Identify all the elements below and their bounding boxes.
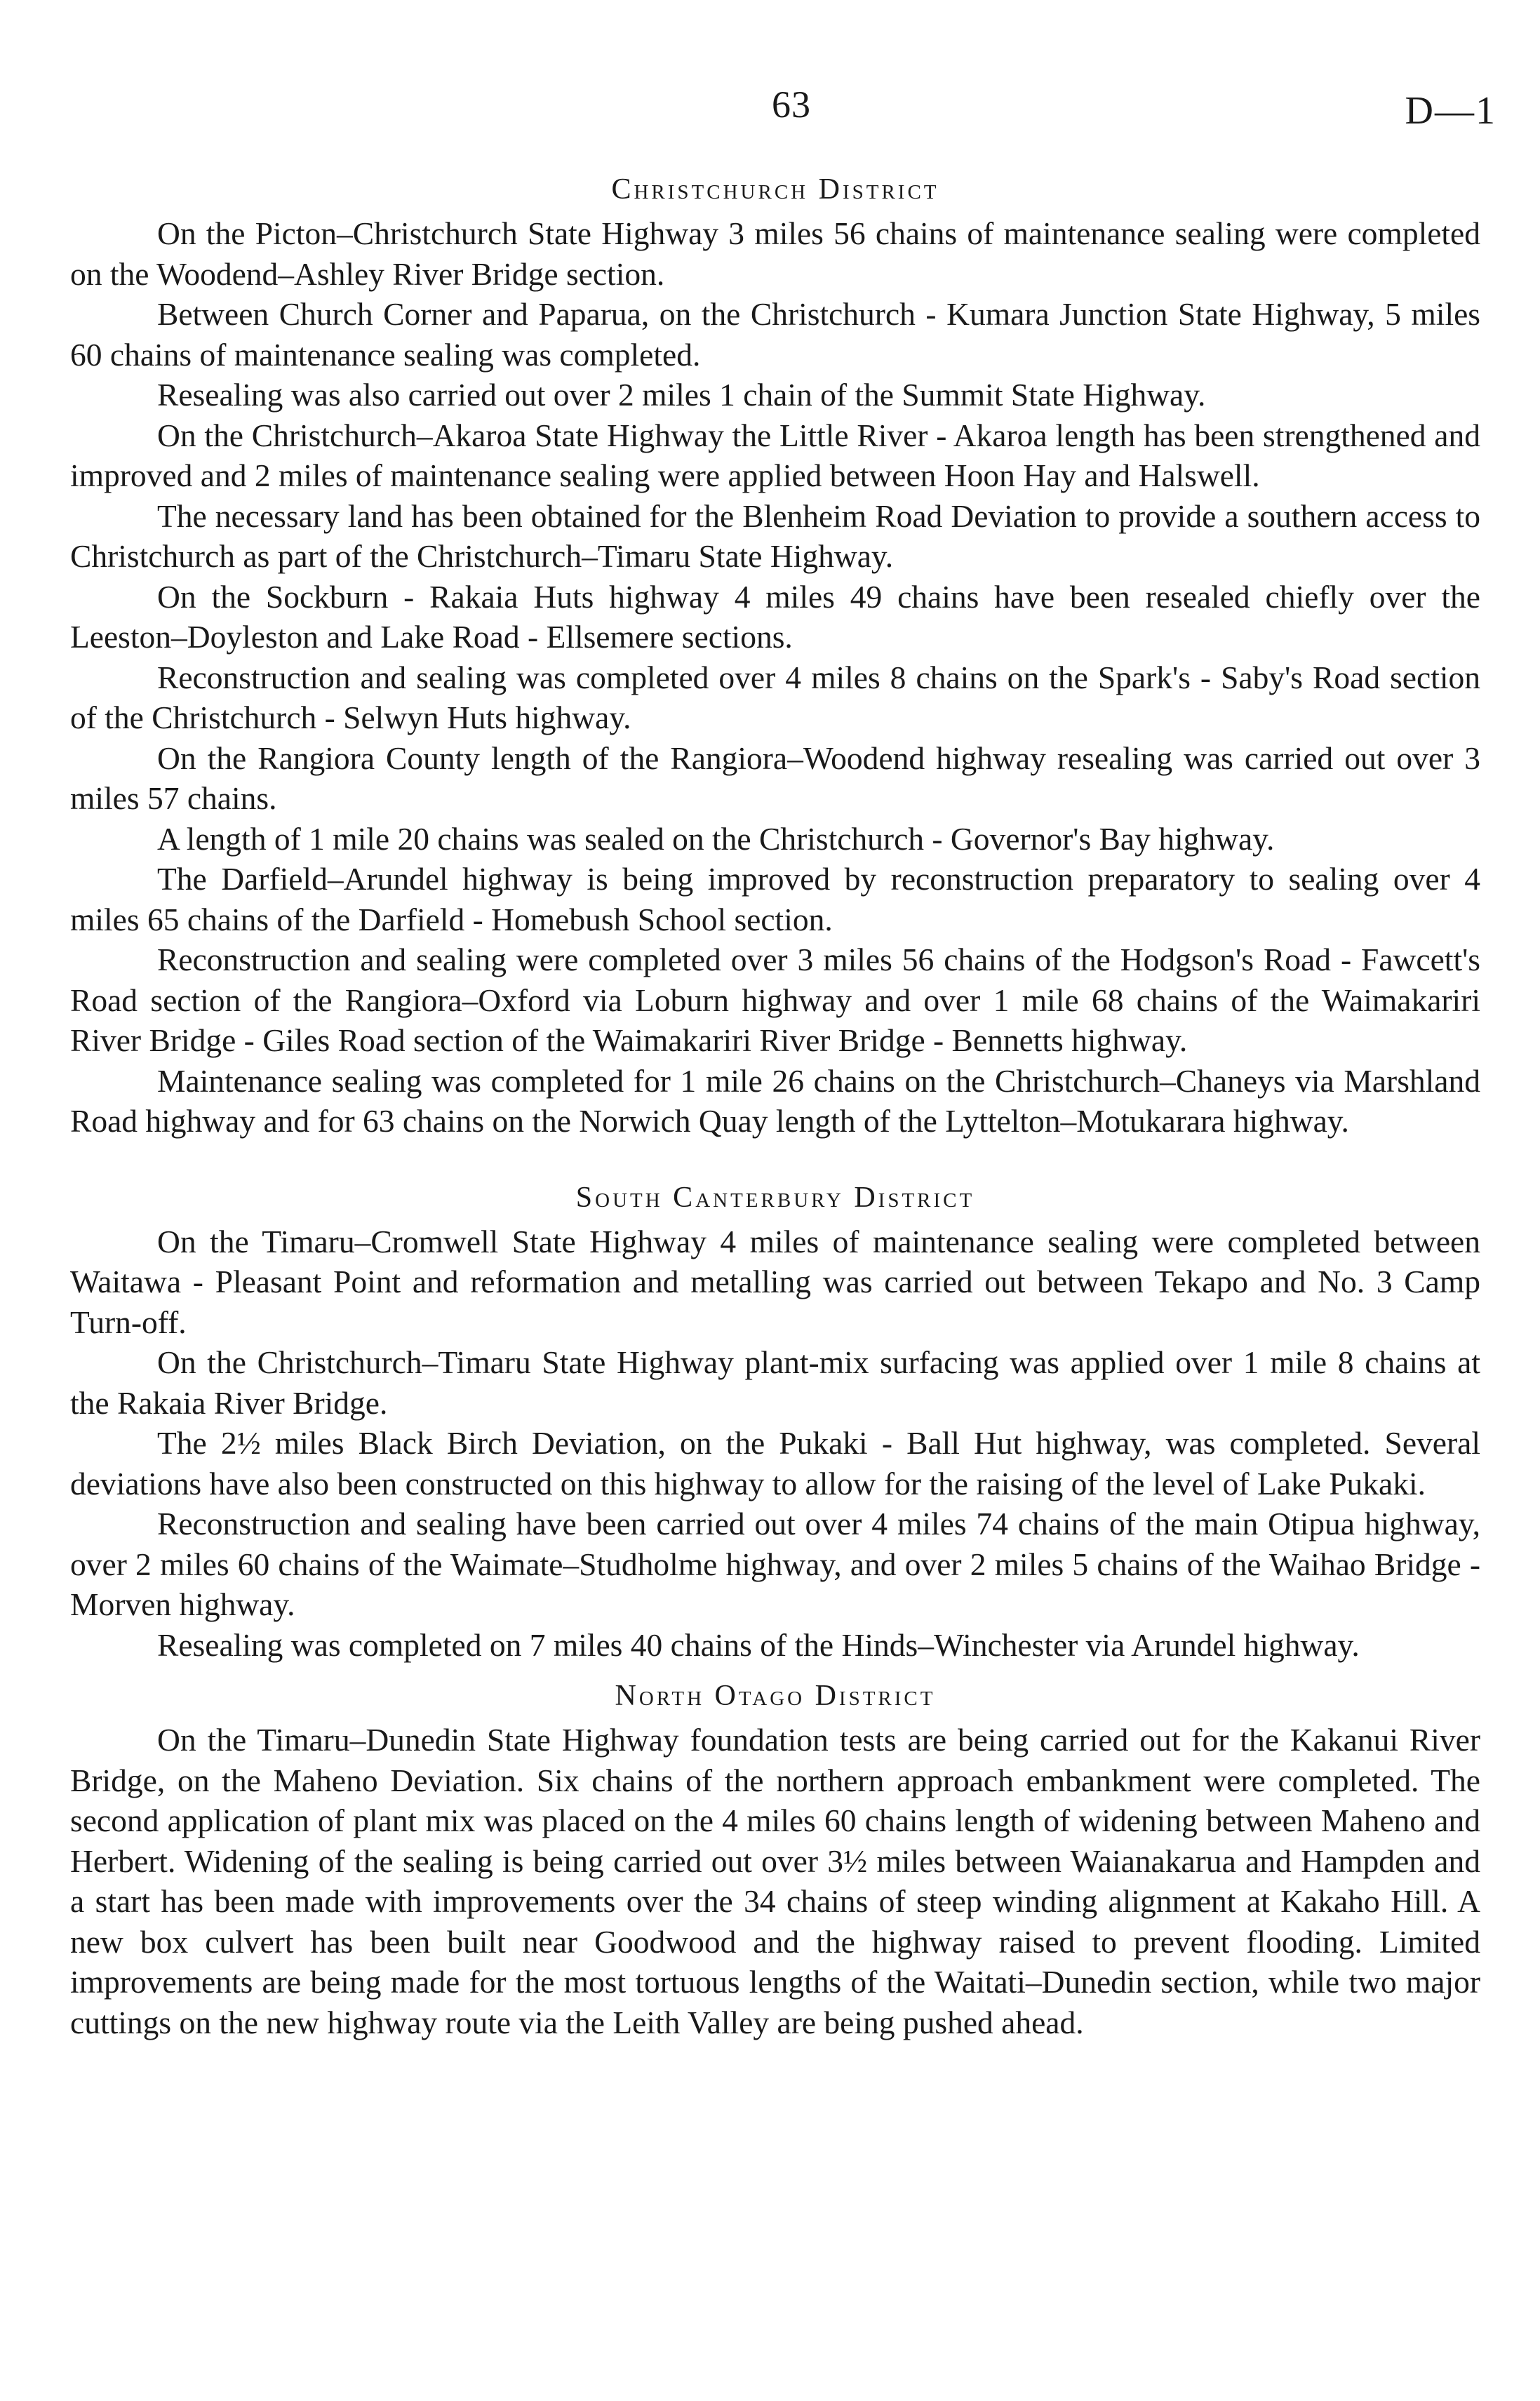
- paragraph: The necessary land has been obtained for the Blenheim Road Deviation to provide a southern access to Christchurch as part of the Christchurch–Timaru State Highway.: [70, 497, 1480, 574]
- page-number: 63: [772, 83, 811, 126]
- page-header: [0, 83, 1540, 139]
- page-body: [70, 168, 1480, 2042]
- paragraph: The Darfield–Arundel highway is being improved by reconstruction preparatory to sealing over 4 miles 65 chains of the Darfield - Homebush School section.: [70, 861, 1480, 937]
- paragraph: Between Church Corner and Paparua, on the Christchurch - Kumara Junction State Highway, 5 miles 60 chains of maintenance sealing was completed.: [70, 296, 1480, 373]
- paragraph: Reconstruction and sealing have been carried out over 4 miles 74 chains of the main Otipua highway, over 2 miles 60 chains of the Waimate–Studholme highway, and over 2 miles 5 chains of the Waihao Bridge - Morven highway.: [70, 1506, 1480, 1622]
- section-christchurch-district: [70, 168, 1480, 1142]
- paragraph: On the Picton–Christchurch State Highway 3 miles 56 chains of maintenance sealing were completed on the Woodend–Ashley River Bridge section.: [70, 215, 1480, 292]
- paragraph: On the Rangiora County length of the Rangiora–Woodend highway resealing was carried out over 3 miles 57 chains.: [70, 740, 1480, 816]
- section-south-canterbury-district: [70, 1177, 1480, 1666]
- section-heading: North Otago District: [615, 1680, 936, 1712]
- paragraph: Reconstruction and sealing was completed over 4 miles 8 chains on the Spark's - Saby's Road section of the Christchurch - Selwyn Huts highway.: [70, 659, 1480, 735]
- paragraph: Resealing was also carried out over 2 miles 1 chain of the Summit State Highway.: [157, 377, 1206, 413]
- paragraph: Maintenance sealing was completed for 1 mile 26 chains on the Christchurch–Chaneys via Marshland Road highway and for 63 chains on the Norwich Quay length of the Lyttelton–Motukarara highway.: [70, 1062, 1480, 1139]
- paragraph: On the Timaru–Cromwell State Highway 4 miles of maintenance sealing were completed between Waitawa - Pleasant Point and reformation and metalling was carried out between Tekapo and No. 3 Camp Turn-off.: [70, 1223, 1480, 1340]
- section-north-otago-district: [70, 1675, 1480, 2042]
- paragraph: On the Timaru–Dunedin State Highway foundation tests are being carried out for the Kakanui River Bridge, on the Maheno Deviation. Six chains of the northern approach embankment were completed. The second application of plant mix was placed on the 4 miles 60 chains length of widening between Maheno and Herbert. Widening of the sealing is being carried out over 3½ miles between Waianakarua and Hampden and a start has been made with improvements over the 34 chains of steep winding alignment at Kakaho Hill. A new box culvert has been built near Goodwood and the highway raised to prevent flooding. Limited improvements are being made for the most tortuous lengths of the Waitati–Dunedin section, while two major cuttings on the new highway route via the Leith Valley are being pushed ahead.: [70, 1722, 1480, 2040]
- paragraph: On the Christchurch–Timaru State Highway plant-mix surfacing was applied over 1 mile 8 chains at the Rakaia River Bridge.: [70, 1344, 1480, 1421]
- paragraph: On the Christchurch–Akaroa State Highway the Little River - Akaroa length has been strengthened and improved and 2 miles of maintenance sealing were applied between Hoon Hay and Halswell.: [70, 417, 1480, 493]
- paragraph: On the Sockburn - Rakaia Huts highway 4 miles 49 chains have been resealed chiefly over the Leeston–Doyleston and Lake Road - Ellsemere sections.: [70, 578, 1480, 655]
- section-heading: Christchurch District: [611, 173, 939, 206]
- paragraph: Reconstruction and sealing were completed over 3 miles 56 chains of the Hodgson's Road - Fawcett's Road section of the Rangiora–Oxford via Loburn highway and over 1 mile 68 chains of the Waimakariri River Bridge - Giles Road section of the Waimakariri River Bridge - Bennetts highway.: [70, 942, 1480, 1058]
- paragraph: Resealing was completed on 7 miles 40 chains of the Hinds–Winchester via Arundel highway.: [157, 1626, 1360, 1663]
- document-reference: D—1: [1405, 89, 1497, 133]
- paragraph: The 2½ miles Black Birch Deviation, on the Pukaki - Ball Hut highway, was completed. Several deviations have also been constructed on this highway to allow for the raising of the level of Lake Pukaki.: [70, 1425, 1480, 1502]
- section-heading: South Canterbury District: [575, 1181, 975, 1214]
- paragraph: A length of 1 mile 20 chains was sealed on the Christchurch - Governor's Bay highway.: [157, 820, 1275, 857]
